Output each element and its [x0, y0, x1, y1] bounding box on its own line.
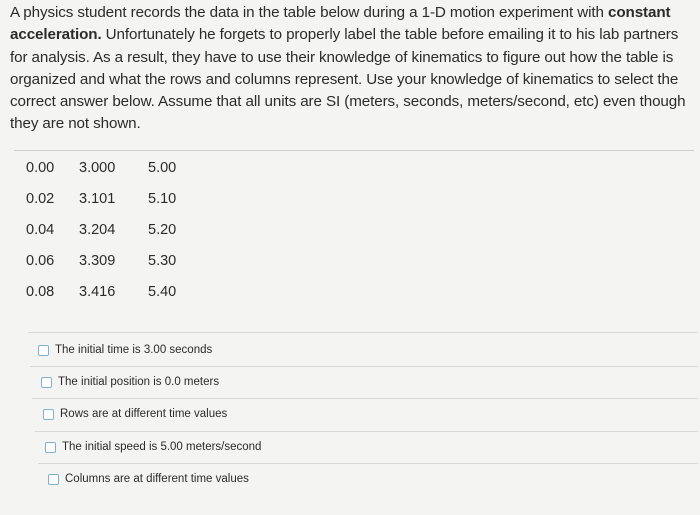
option-initial-time[interactable]	[38, 339, 212, 361]
table-cell: 0.08	[26, 284, 55, 300]
table-cell: 5.10	[148, 191, 177, 207]
option-divider	[35, 431, 698, 432]
radio-button[interactable]	[41, 377, 52, 388]
option-divider	[38, 463, 698, 464]
question-bold: constant acceleration.	[10, 4, 671, 44]
table-cell: 0.06	[26, 253, 55, 269]
option-columns-time[interactable]	[48, 468, 249, 490]
table-cell: 5.40	[148, 284, 177, 300]
table-cell: 3.204	[79, 222, 116, 238]
option-label: The initial speed is 5.00 meters/second	[62, 441, 262, 453]
option-label: Columns are at different time values	[65, 473, 249, 485]
table-cell: 0.00	[26, 160, 55, 176]
table-cell: 3.416	[79, 284, 116, 300]
option-rows-time[interactable]	[43, 403, 227, 425]
question-part2: Unfortunately he forgets to properly label the table before emailing it to his lab partners for analysis. As a result, they have to use their knowledge of kinematics to figure out how the table is organized and what the rows and columns represent. Use your knowledge of kinematics to select the correct answer below. Assume that all units are SI (meters, seconds, meters/second, etc) even though they are not shown.	[10, 26, 686, 133]
table-cell: 0.04	[26, 222, 55, 238]
option-divider	[32, 398, 698, 399]
table-cell: 5.20	[148, 222, 177, 238]
table-cell: 3.000	[79, 160, 116, 176]
table-cell: 3.309	[79, 253, 116, 269]
option-initial-speed[interactable]	[45, 436, 261, 458]
radio-button[interactable]	[45, 442, 56, 453]
option-divider	[28, 332, 698, 333]
table-cell: 0.02	[26, 191, 55, 207]
option-label: The initial position is 0.0 meters	[58, 376, 220, 388]
question-part1: A physics student records the data in the table below during a 1-D motion experiment with	[10, 4, 608, 21]
table-cell: 5.00	[148, 160, 177, 176]
option-label: Rows are at different time values	[60, 408, 228, 420]
option-initial-position[interactable]	[41, 371, 219, 393]
radio-button[interactable]	[48, 474, 59, 485]
question-text	[10, 2, 694, 136]
question-divider	[14, 150, 694, 151]
option-label: The initial time is 3.00 seconds	[55, 344, 213, 356]
radio-button[interactable]	[43, 409, 54, 420]
table-cell: 5.30	[148, 253, 177, 269]
table-cell: 3.101	[79, 191, 116, 207]
radio-button[interactable]	[38, 345, 49, 356]
option-divider	[30, 366, 698, 367]
